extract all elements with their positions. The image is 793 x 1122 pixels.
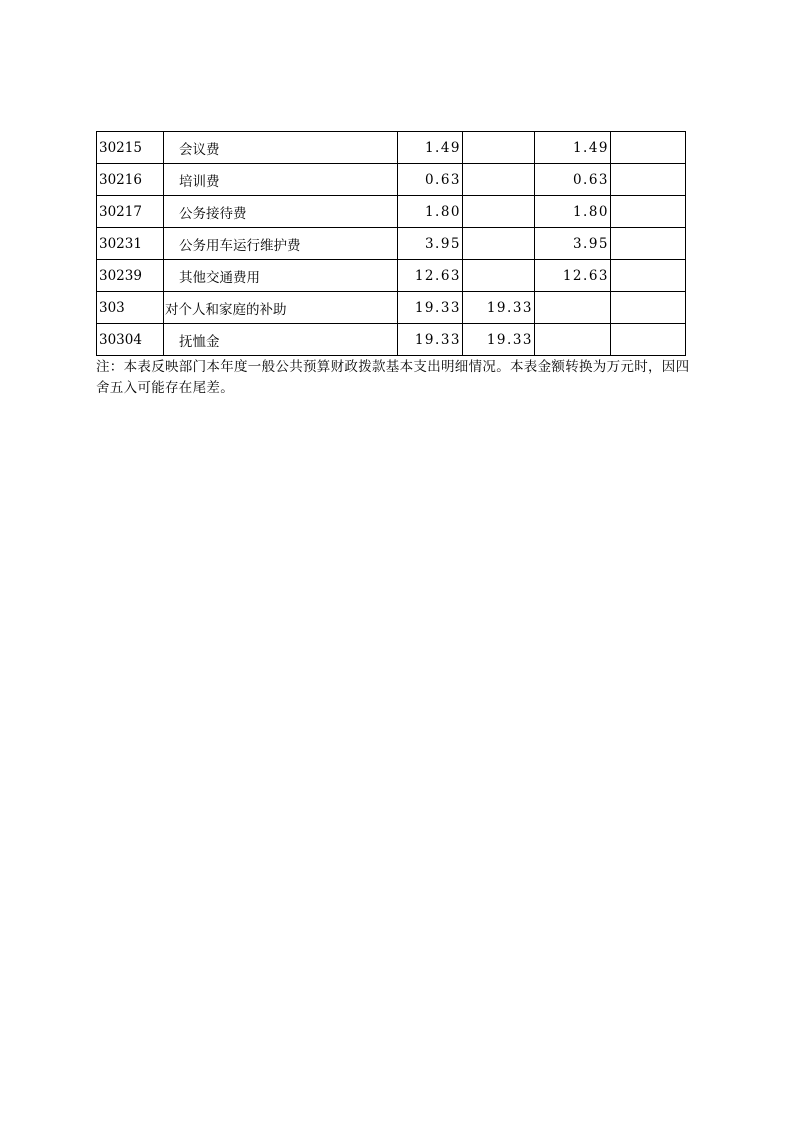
personnel-expense-cell (463, 196, 535, 228)
personnel-expense-cell: 19.33 (463, 324, 535, 356)
personnel-expense-cell (463, 260, 535, 292)
subject-code-cell: 303 (97, 292, 164, 324)
other-expense-cell (611, 196, 686, 228)
public-expense-cell (535, 292, 611, 324)
other-expense-cell (611, 260, 686, 292)
subject-code-cell: 30239 (97, 260, 164, 292)
total-amount-cell: 1.49 (398, 132, 463, 164)
table-row (97, 132, 686, 164)
subject-name-cell: 抚恤金 (164, 324, 398, 356)
subject-name-cell: 对个人和家庭的补助 (164, 292, 398, 324)
public-expense-cell: 1.49 (535, 132, 611, 164)
personnel-expense-cell (463, 228, 535, 260)
total-amount-cell: 19.33 (398, 324, 463, 356)
expenditure-detail-table (96, 131, 686, 356)
subject-name-cell: 培训费 (164, 164, 398, 196)
total-amount-cell: 0.63 (398, 164, 463, 196)
table-body (97, 132, 686, 356)
personnel-expense-cell (463, 132, 535, 164)
table-row (97, 260, 686, 292)
other-expense-cell (611, 324, 686, 356)
subject-name-cell: 公务接待费 (164, 196, 398, 228)
total-amount-cell: 12.63 (398, 260, 463, 292)
other-expense-cell (611, 132, 686, 164)
table-footnote: 注：本表反映部门本年度一般公共预算财政拨款基本支出明细情况。本表金额转换为万元时，因四舍五入可能存在尾差。 (96, 359, 690, 396)
subject-code-cell: 30217 (97, 196, 164, 228)
table-row (97, 164, 686, 196)
table-row (97, 324, 686, 356)
other-expense-cell (611, 228, 686, 260)
total-amount-cell: 19.33 (398, 292, 463, 324)
subject-name-cell: 会议费 (164, 132, 398, 164)
public-expense-cell (535, 324, 611, 356)
other-expense-cell (611, 164, 686, 196)
subject-code-cell: 30215 (97, 132, 164, 164)
table-row (97, 292, 686, 324)
public-expense-cell: 1.80 (535, 196, 611, 228)
personnel-expense-cell: 19.33 (463, 292, 535, 324)
public-expense-cell: 12.63 (535, 260, 611, 292)
subject-name-cell: 公务用车运行维护费 (164, 228, 398, 260)
table-row (97, 196, 686, 228)
other-expense-cell (611, 292, 686, 324)
subject-code-cell: 30304 (97, 324, 164, 356)
subject-name-cell: 其他交通费用 (164, 260, 398, 292)
subject-code-cell: 30216 (97, 164, 164, 196)
public-expense-cell: 3.95 (535, 228, 611, 260)
total-amount-cell: 1.80 (398, 196, 463, 228)
table-row (97, 228, 686, 260)
personnel-expense-cell (463, 164, 535, 196)
public-expense-cell: 0.63 (535, 164, 611, 196)
total-amount-cell: 3.95 (398, 228, 463, 260)
subject-code-cell: 30231 (97, 228, 164, 260)
